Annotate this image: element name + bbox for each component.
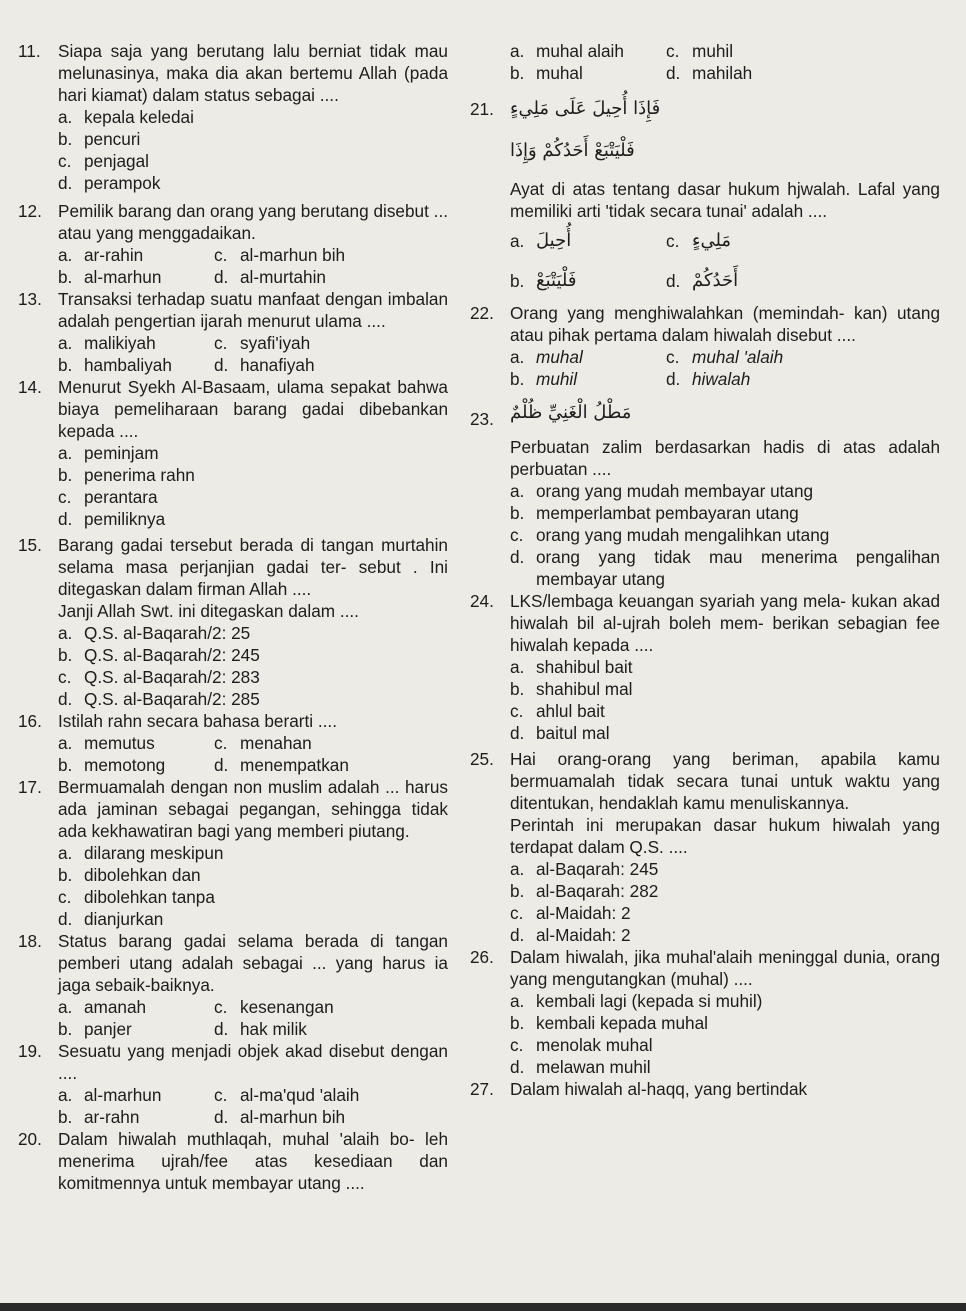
question-stem: Hai orang-orang yang beriman, apabila kamu bermuamalah tidak secara tunai untuk waktu yang ditentukan, hendaklah kamu menuliskannya. bbox=[510, 749, 940, 813]
question-20-options bbox=[470, 40, 940, 84]
question-15 bbox=[18, 534, 448, 710]
option-b[interactable]: b. memperlambat pembayaran utang bbox=[510, 503, 799, 523]
option-a[interactable]: a. memutus bbox=[58, 733, 155, 753]
option-a[interactable]: a. ar-rahin bbox=[58, 245, 144, 265]
option-a[interactable]: a. muhal alaih bbox=[510, 41, 624, 61]
question-stem: Menurut Syekh Al-Basaam, ulama sepakat bahwa biaya pemeliharaan barang gadai dibebankan kepada .... bbox=[58, 377, 448, 441]
option-c[interactable]: c. menolak muhal bbox=[510, 1035, 653, 1055]
option-c[interactable]: c. orang yang mudah mengalihkan utang bbox=[510, 525, 830, 545]
question-stem: Orang yang menghiwalahkan (memindah- kan) utang atau pihak pertama dalam hiwalah disebut .... bbox=[510, 303, 940, 345]
option-d[interactable]: d. al-marhun bih bbox=[214, 1107, 346, 1127]
option-d[interactable]: d. dianjurkan bbox=[58, 909, 164, 929]
option-a[interactable]: a. أُحِيلَ bbox=[510, 230, 572, 251]
question-stem: Dalam hiwalah al-haqq, yang bertindak bbox=[510, 1079, 808, 1099]
option-d[interactable]: d. أَحَدُكُمْ bbox=[666, 270, 739, 291]
option-b[interactable]: b. muhal bbox=[510, 63, 583, 83]
question-12 bbox=[18, 200, 448, 288]
option-a[interactable]: a. kembali lagi (kepada si muhil) bbox=[510, 991, 763, 1011]
option-d[interactable]: d. pemiliknya bbox=[58, 509, 166, 529]
option-a[interactable]: a. muhal bbox=[510, 347, 583, 367]
arabic-hadith: مَطْلُ الْغَنِيِّ ظُلْمٌ bbox=[510, 402, 632, 423]
question-25 bbox=[470, 748, 940, 946]
page-bottom-edge bbox=[0, 1303, 966, 1311]
option-c[interactable]: c. مَلِيءٍ bbox=[666, 230, 732, 251]
option-d[interactable]: d. perampok bbox=[58, 173, 161, 193]
question-number: 25. bbox=[470, 749, 494, 769]
option-d[interactable]: d. baitul mal bbox=[510, 723, 610, 743]
question-27 bbox=[470, 1078, 940, 1100]
option-b[interactable]: b. Q.S. al-Baqarah/2: 245 bbox=[58, 645, 260, 665]
option-b[interactable]: b. ar-rahn bbox=[58, 1107, 140, 1127]
question-stem: Siapa saja yang berutang lalu berniat tidak mau melunasinya, maka dia akan bertemu Allah (pada hari kiamat) dalam status sebagai .... bbox=[58, 41, 448, 105]
question-number: 12. bbox=[18, 201, 42, 221]
question-24 bbox=[470, 590, 940, 744]
question-number: 20. bbox=[18, 1129, 42, 1149]
question-stem: Dalam hiwalah, jika muhal'alaih meninggal dunia, orang yang mengutangkan (muhal) .... bbox=[510, 947, 940, 989]
option-c[interactable]: c. kesenangan bbox=[214, 997, 334, 1017]
option-b[interactable]: b. penerima rahn bbox=[58, 465, 195, 485]
question-number: 24. bbox=[470, 591, 494, 611]
question-stem: Perbuatan zalim berdasarkan hadis di atas adalah perbuatan .... bbox=[510, 437, 940, 479]
question-number: 13. bbox=[18, 289, 42, 309]
option-d[interactable]: d. hak milik bbox=[214, 1019, 307, 1039]
option-b[interactable]: b. shahibul mal bbox=[510, 679, 633, 699]
option-b[interactable]: b. muhil bbox=[510, 369, 578, 389]
option-d[interactable]: d. hanafiyah bbox=[214, 355, 315, 375]
question-number: 14. bbox=[18, 377, 42, 397]
option-a[interactable]: a. kepala keledai bbox=[58, 107, 194, 127]
option-c[interactable]: c. al-ma'qud 'alaih bbox=[214, 1085, 360, 1105]
question-number: 11. bbox=[18, 41, 41, 61]
option-d[interactable]: d. orang yang tidak mau menerima pengalihan membayar utang bbox=[510, 547, 940, 589]
option-d[interactable]: d. mahilah bbox=[666, 63, 753, 83]
option-a[interactable]: a. orang yang mudah membayar utang bbox=[510, 481, 814, 501]
option-c[interactable]: c. ahlul bait bbox=[510, 701, 605, 721]
question-number: 16. bbox=[18, 711, 42, 731]
option-d[interactable]: d. hiwalah bbox=[666, 369, 751, 389]
question-21 bbox=[470, 98, 940, 292]
left-column bbox=[18, 40, 448, 1194]
option-d[interactable]: d. Q.S. al-Baqarah/2: 285 bbox=[58, 689, 260, 709]
question-number: 27. bbox=[470, 1079, 494, 1099]
option-a[interactable]: a. al-Baqarah: 245 bbox=[510, 859, 659, 879]
option-c[interactable]: c. al-Maidah: 2 bbox=[510, 903, 631, 923]
option-b[interactable]: b. kembali kepada muhal bbox=[510, 1013, 708, 1033]
question-number: 17. bbox=[18, 777, 42, 797]
question-11 bbox=[18, 40, 448, 194]
option-a[interactable]: a. amanah bbox=[58, 997, 147, 1017]
option-a[interactable]: a. shahibul bait bbox=[510, 657, 633, 677]
option-d[interactable]: d. menempatkan bbox=[214, 755, 349, 775]
right-column bbox=[470, 40, 940, 1100]
option-a[interactable]: a. al-marhun bbox=[58, 1085, 162, 1105]
option-b[interactable]: b. panjer bbox=[58, 1019, 132, 1039]
question-16 bbox=[18, 710, 448, 776]
question-number: 23. bbox=[470, 409, 494, 429]
question-stem: Barang gadai tersebut berada di tangan murtahin selama masa perjanjian gadai ter- sebut . Ini ditegaskan dalam firman Allah .... bbox=[58, 535, 448, 599]
option-d[interactable]: d. melawan muhil bbox=[510, 1057, 651, 1077]
question-number: 19. bbox=[18, 1041, 42, 1061]
option-b[interactable]: b. memotong bbox=[58, 755, 166, 775]
question-19 bbox=[18, 1040, 448, 1128]
option-a[interactable]: a. Q.S. al-Baqarah/2: 25 bbox=[58, 623, 251, 643]
question-22 bbox=[470, 302, 940, 390]
option-c[interactable]: c. dibolehkan tanpa bbox=[58, 887, 215, 907]
question-stem: Istilah rahn secara bahasa berarti .... bbox=[58, 711, 337, 731]
question-stem: Dalam hiwalah muthlaqah, muhal 'alaih bo- leh menerima ujrah/fee atas kesediaan dan komitmennya untuk membayar utang .... bbox=[58, 1129, 448, 1193]
question-23 bbox=[470, 402, 940, 590]
question-number: 26. bbox=[470, 947, 494, 967]
option-d[interactable]: d. al-murtahin bbox=[214, 267, 326, 287]
question-stem: Ayat di atas tentang dasar hukum hjwalah. Lafal yang memiliki arti 'tidak secara tunai' adalah .... bbox=[510, 179, 940, 221]
question-stem: Transaksi terhadap suatu manfaat dengan imbalan adalah pengertian ijarah menurut ulama .... bbox=[58, 289, 448, 331]
question-26 bbox=[470, 946, 940, 1078]
option-c[interactable]: c. Q.S. al-Baqarah/2: 283 bbox=[58, 667, 260, 687]
question-stem: Sesuatu yang menjadi objek akad disebut dengan .... bbox=[58, 1041, 448, 1083]
question-number: 21. bbox=[470, 99, 494, 119]
question-number: 15. bbox=[18, 535, 42, 555]
question-stem-2: Janji Allah Swt. ini ditegaskan dalam .... bbox=[58, 601, 359, 621]
question-13 bbox=[18, 288, 448, 376]
option-a[interactable]: a. malikiyah bbox=[58, 333, 156, 353]
option-a[interactable]: a. dilarang meskipun bbox=[58, 843, 224, 863]
question-stem-2: Perintah ini merupakan dasar hukum hiwalah yang terdapat dalam Q.S. .... bbox=[510, 815, 940, 857]
option-b[interactable]: b. al-Baqarah: 282 bbox=[510, 881, 659, 901]
option-b[interactable]: b. فَلْيَتْبَعْ bbox=[510, 270, 577, 291]
option-a[interactable]: a. peminjam bbox=[58, 443, 159, 463]
option-c[interactable]: c. penjagal bbox=[58, 151, 149, 171]
question-stem: Status barang gadai selama berada di tangan pemberi utang adalah sebagai ... yang harus ia jaga sebaik-baiknya. bbox=[58, 931, 448, 995]
option-c[interactable]: c. muhal 'alaih bbox=[666, 347, 784, 367]
question-20 bbox=[18, 1128, 448, 1194]
option-b[interactable]: b. pencuri bbox=[58, 129, 141, 149]
question-stem: Bermuamalah dengan non muslim adalah ... harus ada jaminan sebagai pegangan, sehingga tidak ada kekhawatiran bagi yang memberi piutang. bbox=[58, 777, 448, 841]
arabic-text: فَإِذَا أُحِيلَ عَلَى مَلِيءٍ bbox=[510, 98, 661, 119]
question-stem: LKS/lembaga keuangan syariah yang mela- kukan akad hiwalah bil al-ujrah boleh mem- berikan sebagian fee hiwalah kepada .... bbox=[510, 591, 940, 655]
option-d[interactable]: d. al-Maidah: 2 bbox=[510, 925, 631, 945]
option-c[interactable]: c. syafi'iyah bbox=[214, 333, 311, 353]
option-b[interactable]: b. al-marhun bbox=[58, 267, 162, 287]
arabic-text: فَلْيَتْبَعْ أَحَدُكُمْ وَإِذَا bbox=[510, 140, 635, 161]
option-b[interactable]: b. dibolehkan dan bbox=[58, 865, 201, 885]
question-number: 22. bbox=[470, 303, 494, 323]
option-b[interactable]: b. hambaliyah bbox=[58, 355, 172, 375]
option-c[interactable]: c. menahan bbox=[214, 733, 312, 753]
question-17 bbox=[18, 776, 448, 930]
question-18 bbox=[18, 930, 448, 1040]
option-c[interactable]: c. muhil bbox=[666, 41, 734, 61]
question-number: 18. bbox=[18, 931, 42, 951]
question-14 bbox=[18, 376, 448, 530]
option-c[interactable]: c. perantara bbox=[58, 487, 158, 507]
question-stem: Pemilik barang dan orang yang berutang disebut ... atau yang menggadaikan. bbox=[58, 201, 448, 243]
option-c[interactable]: c. al-marhun bih bbox=[214, 245, 346, 265]
